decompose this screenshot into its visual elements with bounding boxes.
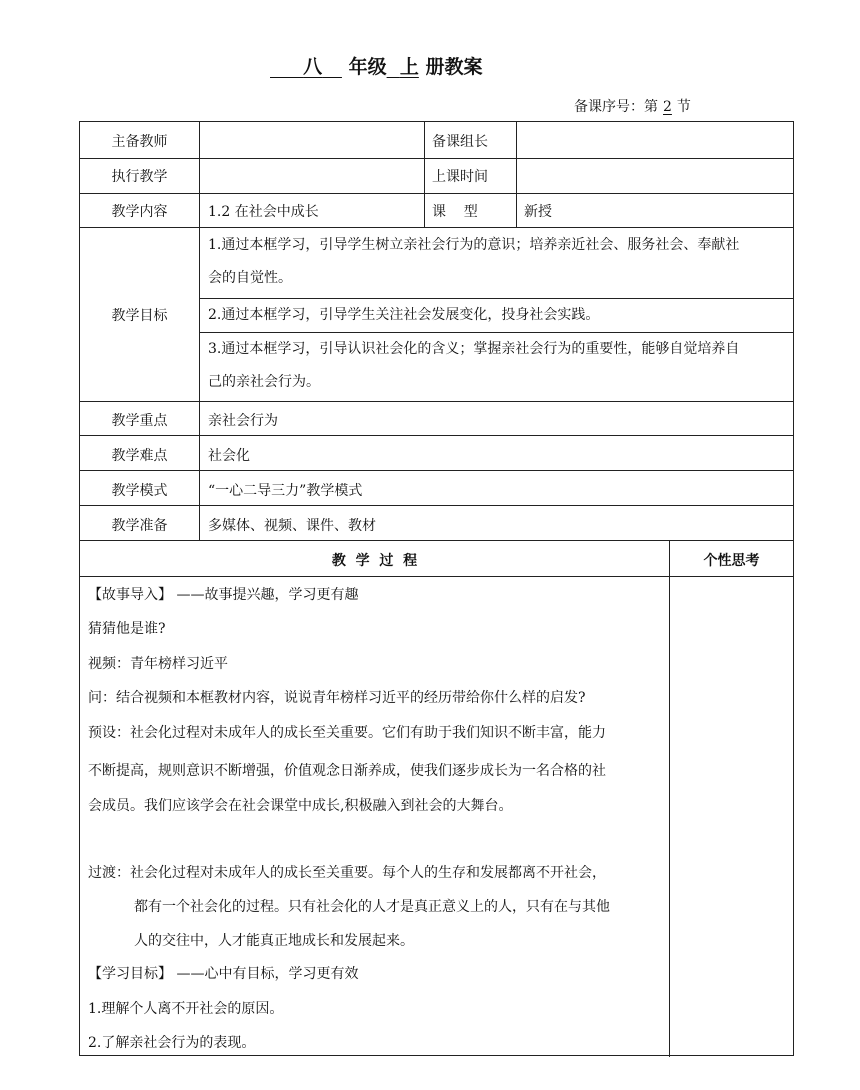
row-divider — [80, 505, 793, 506]
col-divider — [424, 122, 425, 228]
story-intro-heading: 【故事导入】 ——故事提兴趣，学习更有趣 — [88, 587, 359, 603]
grade-blank — [270, 56, 342, 78]
row-divider — [80, 470, 793, 471]
objective-3 — [208, 333, 739, 399]
preparation-value: 多媒体、视频、课件、教材 — [208, 518, 376, 534]
objective-2-line-1: 2.通过本框学习，引导学生关注社会发展变化，投身社会实践。 — [208, 307, 600, 323]
guess-line: 猜猜他是谁? — [88, 621, 166, 637]
mode-value: “一心二导三力”教学模式 — [208, 483, 363, 499]
preset-line-3: 会成员。我们应该学会在社会课堂中成长,积极融入到社会的大舞台。 — [88, 798, 513, 814]
objectives-label: 教学目标 — [111, 308, 168, 324]
volume-blank — [387, 56, 419, 78]
grade-value: 八 — [303, 56, 323, 78]
page-title — [270, 52, 590, 80]
objective-3-line-2: 己的亲社会行为。 — [208, 374, 320, 390]
row-divider — [80, 401, 793, 402]
row-divider — [80, 227, 793, 228]
goal-item-2: 2.了解亲社会行为的表现。 — [88, 1035, 256, 1051]
lesson-number-suffix: 节 — [676, 99, 691, 115]
row-divider — [80, 435, 793, 436]
content-value: 1.2 在社会中成长 — [208, 204, 319, 220]
objective-1-line-2: 会的自觉性。 — [208, 270, 292, 286]
lead-teacher-label: 主备教师 — [111, 134, 168, 150]
objective-3-line-1: 3.通过本框学习，引导认识社会化的含义；掌握亲社会行为的重要性，能够自觉培养自 — [208, 341, 740, 357]
row-divider — [80, 576, 793, 577]
goal-item-1: 1.理解个人离不开社会的原因。 — [88, 1001, 284, 1017]
preset-line-1: 预设：社会化过程对未成年人的成长至关重要。它们有助于我们知识不断丰富，能力 — [88, 725, 606, 741]
difficulty-value: 社会化 — [208, 448, 250, 464]
content-label: 教学内容 — [111, 204, 168, 220]
preparation-label: 教学准备 — [111, 518, 168, 534]
objective-1 — [208, 229, 739, 295]
transition-line-1: 过渡：社会化过程对未成年人的成长至关重要。每个人的生存和发展都离不开社会， — [88, 865, 606, 881]
process-header: 教 学 过 程 — [331, 553, 418, 569]
title-suffix: 册教案 — [425, 56, 483, 78]
question-line: 问：结合视频和本框教材内容，说说青年榜样习近平的经历带给你什么样的启发? — [88, 690, 586, 706]
type-label: 课 型 — [432, 204, 478, 220]
mode-label: 教学模式 — [111, 483, 168, 499]
col-divider — [199, 122, 200, 541]
difficulty-label: 教学难点 — [111, 448, 168, 464]
reflection-header: 个性思考 — [703, 553, 760, 569]
class-time-label: 上课时间 — [432, 169, 488, 185]
learning-goals-heading: 【学习目标】 ——心中有目标，学习更有效 — [88, 966, 359, 982]
volume-value: 上 — [399, 56, 419, 78]
transition-line-2: 都有一个社会化的过程。只有社会化的人才是真正意义上的人，只有在与其他 — [134, 899, 610, 915]
row-divider — [80, 193, 793, 194]
transition-line-3: 人的交往中，人才能真正地成长和发展起来。 — [134, 933, 414, 949]
key-point-value: 亲社会行为 — [208, 413, 278, 429]
col-divider — [669, 541, 670, 1057]
key-point-label: 教学重点 — [111, 413, 168, 429]
preset-line-2: 不断提高，规则意识不断增强，价值观念日渐养成，使我们逐步成长为一名合格的社 — [88, 763, 606, 779]
objective-2 — [208, 299, 599, 332]
lesson-plan-table — [79, 121, 794, 1056]
row-divider — [80, 158, 793, 159]
lesson-number — [574, 96, 691, 116]
executor-label: 执行教学 — [111, 169, 168, 185]
objective-1-line-1: 1.通过本框学习，引导学生树立亲社会行为的意识；培养亲近社会、服务社会、奉献社 — [208, 237, 740, 253]
group-leader-label: 备课组长 — [432, 134, 488, 150]
type-value: 新授 — [524, 204, 552, 220]
lesson-number-prefix: 备课序号：第 — [574, 99, 658, 115]
video-line: 视频：青年榜样习近平 — [88, 656, 228, 672]
lesson-number-value: 2 — [663, 99, 672, 115]
row-divider — [80, 540, 793, 541]
col-divider — [516, 122, 517, 228]
grade-suffix: 年级 — [348, 56, 387, 78]
